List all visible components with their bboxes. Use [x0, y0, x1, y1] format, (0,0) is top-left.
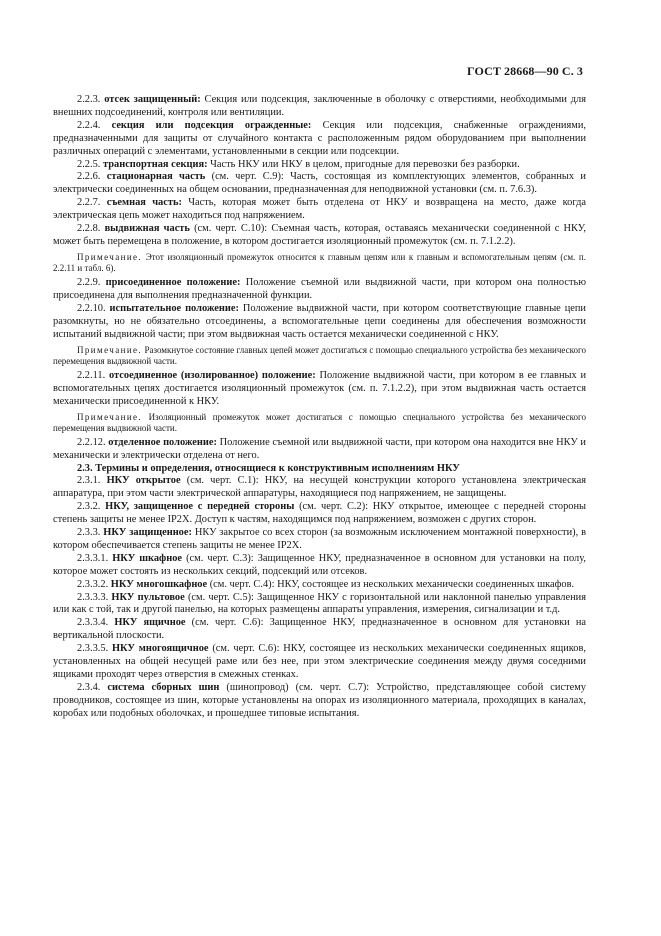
defined-term: Термины и определения, относящиеся к конструктивным исполнениям НКУ	[95, 462, 460, 474]
note-paragraph	[53, 252, 586, 275]
defined-term: транспортная секция:	[103, 158, 208, 170]
clause-number: 2.2.3.	[77, 94, 101, 105]
clause-number: 2.2.7.	[77, 197, 101, 209]
defined-term: НКУ пультовое	[111, 591, 185, 603]
definition-text: (см. черт. С.2): НКУ открытое, имеющее с передней стороны степень защиты не менее IP2X. Доступ к частям, находящимся под напряжением, возможен с других сторон.	[53, 501, 586, 526]
clause-paragraph	[53, 171, 586, 197]
page-header: ГОСТ 28668—90 С. 3	[467, 64, 583, 78]
clause-paragraph	[53, 277, 586, 303]
defined-term: стационарная часть	[106, 171, 206, 183]
defined-term: НКУ открытое	[106, 475, 181, 487]
clause-number: 2.3.3.5.	[77, 643, 109, 655]
definition-text: Часть, которая может быть отделена от НКУ и возвращена на место, даже когда электрическая цепь может находиться под напряжением.	[53, 197, 586, 222]
defined-term: секция или подсекция огражденные:	[111, 119, 312, 131]
clause-number: 2.3.3.1.	[77, 552, 109, 564]
clause-paragraph	[53, 437, 586, 463]
clause-number: 2.2.8.	[77, 223, 101, 235]
clause-paragraph	[53, 94, 586, 120]
defined-term: НКУ ящичное	[114, 617, 186, 629]
clause-paragraph	[53, 617, 586, 643]
clause-number: 2.2.4.	[77, 119, 101, 131]
defined-term: присоединенное положение:	[105, 277, 241, 289]
defined-term: выдвижная часть	[104, 223, 190, 235]
definition-text: (см. черт. С.9): Часть, состоящая из комплектующих элементов, собранных и электрически соединенных на общем основании, предназначенная для неподвижной установки (см. п. 7.6.3).	[53, 171, 586, 196]
clause-paragraph	[53, 501, 586, 527]
clause-paragraph	[53, 303, 586, 342]
defined-term: НКУ шкафное	[112, 552, 183, 564]
note-text: Изоляционный промежуток может достигаться с помощью специального устройства без механического перемещения выдвижной части.	[53, 411, 586, 434]
document-body	[53, 94, 586, 721]
clause-number: 2.2.5.	[77, 158, 101, 170]
defined-term: НКУ многоящичное	[111, 643, 209, 655]
clause-number: 2.3.4.	[77, 681, 101, 693]
note-paragraph	[53, 345, 586, 368]
clause-number: 2.2.6.	[77, 171, 101, 183]
clause-number: 2.3.3.3.	[77, 591, 109, 603]
defined-term: отсек защищенный:	[104, 94, 201, 105]
definition-text: (см. черт. С.1): НКУ, на несущей конструкции которого установлена электрическая аппаратура, при этом части электрической аппаратуры, находящиеся под напряжением, не защищены.	[53, 475, 586, 500]
definition-text: НКУ закрытое со всех сторон (за возможным исключением монтажной поверхности), в котором обеспечивается степень защиты не менее IP2X.	[53, 527, 586, 551]
definition-text: Секция или подсекция, снабженные ограждениями, предназначенными для защиты от случайного контакта с расположенным рядом оборудованием при выполнении различных операций с элементами, установленными в секции или подсекции.	[53, 119, 586, 157]
definition-text: Часть НКУ или НКУ в целом, пригодные для перевозки без разборки.	[210, 158, 520, 170]
clause-number: 2.2.12.	[77, 436, 106, 448]
definition-text: Положение выдвижной части, при котором в ее главных и вспомогательных цепях достигается изоляционный промежуток (см. п. 7.1.2.2), при этом выдвижная часть остается механически присоединенной к НКУ.	[53, 369, 587, 407]
defined-term: НКУ защищенное:	[103, 527, 192, 539]
defined-term: НКУ, защищенное с передней стороны	[105, 501, 295, 513]
clause-paragraph	[53, 120, 586, 159]
clause-number: 2.3.3.	[77, 527, 101, 539]
clause-number: 2.2.11.	[77, 369, 106, 381]
definition-text: (см. черт. С.5): Защищенное НКУ с горизонтальной или наклонной панелью управления или как с той, так и другой панелью, на которых размещены аппараты управления, измерения, сигнализации и т.д.	[53, 591, 587, 616]
clause-number: 2.3.3.2.	[77, 578, 109, 590]
definition-text: Положение съемной или выдвижной части, при котором она полностью присоединена для выполнения предназначенной функции.	[53, 277, 586, 301]
clause-number: 2.2.10.	[77, 302, 106, 314]
clause-number: 2.2.9.	[77, 277, 101, 289]
clause-paragraph	[53, 592, 586, 618]
section-heading	[53, 463, 586, 476]
defined-term: система сборных шин	[107, 681, 220, 693]
clause-number: 2.3.	[77, 462, 93, 474]
definition-text: Положение съемной или выдвижной части, при котором она находится вне НКУ и механически и электрически отделена от него.	[53, 436, 586, 461]
definition-text: Секция или подсекция, заключенные в оболочку с отверстиями, необходимыми для внешних подсоединений, контроля или вентиляции.	[53, 94, 586, 118]
clause-paragraph	[53, 527, 586, 553]
note-paragraph	[53, 412, 586, 435]
clause-paragraph	[53, 197, 586, 223]
note-label: Примечание.	[77, 411, 143, 422]
defined-term: отделенное положение:	[108, 436, 217, 448]
clause-paragraph	[53, 682, 586, 721]
clause-paragraph	[53, 475, 586, 501]
clause-paragraph	[53, 643, 586, 682]
note-text: Разомкнутое состояние главных цепей может достигаться с помощью специального устройства без механического перемещения выдвижной части.	[53, 344, 586, 367]
definition-text: (шинопровод) (см. черт. С.7): Устройство, представляющее собой систему проводников, состоящее из шин, которые установлены на опорах из изоляционного материала, проходящих в каналах, коробах или подобных оболочках, и прошедшее типовые испытания.	[53, 681, 586, 719]
defined-term: отсоединенное (изолированное) положение:	[108, 369, 316, 381]
clause-number: 2.3.1.	[77, 475, 101, 487]
defined-term: съемная часть:	[106, 197, 182, 209]
defined-term: испытательное положение:	[109, 302, 239, 314]
clause-number: 2.3.2.	[77, 501, 101, 513]
note-label: Примечание.	[77, 344, 143, 355]
definition-text: (см. черт. С.6): НКУ, состоящее из нескольких механически соединенных ящиков, установленных на общей несущей раме или без нее, при этом электрические соединения между двумя соседними ящиками проходят через отверстия в смежных стенках.	[53, 643, 586, 680]
clause-paragraph	[53, 159, 586, 172]
clause-number: 2.3.3.4.	[77, 617, 109, 629]
clause-paragraph	[53, 370, 586, 409]
note-text: Этот изоляционный промежуток относится к главным цепям или к главным и вспомогательным цепям (см. п. 2.2.11 и табл. 6).	[53, 251, 586, 274]
clause-paragraph	[53, 553, 586, 579]
definition-text: Положение выдвижной части, при котором соответствующие главные цепи разомкнуты, но не обязательно отсоединены, а вспомогательные цепи соединены для обеспечения возможности испытаний выдвижной части; при этом выдвижная часть остается механически соединенной с НКУ.	[53, 302, 586, 340]
definition-text: (см. черт. С.4): НКУ, состоящее из нескольких механически соединенных шкафов.	[209, 578, 575, 590]
definition-text: (см. черт. С.6): Защищенное НКУ, предназначенное в основном для установки на вертикальной плоскости.	[53, 617, 587, 642]
definition-text: (см. черт. С.3): Защищенное НКУ, предназначенное в основном для установки на полу, которое может состоять из нескольких секций, подсекций или отсеков.	[53, 552, 586, 577]
defined-term: НКУ многошкафное	[110, 578, 208, 590]
clause-paragraph	[53, 579, 586, 592]
definition-text: (см. черт. С.10): Съемная часть, которая, оставаясь механически соединенной с НКУ, может быть перемещена в положение, в котором достигается изоляционный промежуток (см. п. 7.1.2.2).	[53, 223, 586, 247]
clause-paragraph	[53, 223, 586, 249]
note-label: Примечание.	[77, 251, 143, 262]
